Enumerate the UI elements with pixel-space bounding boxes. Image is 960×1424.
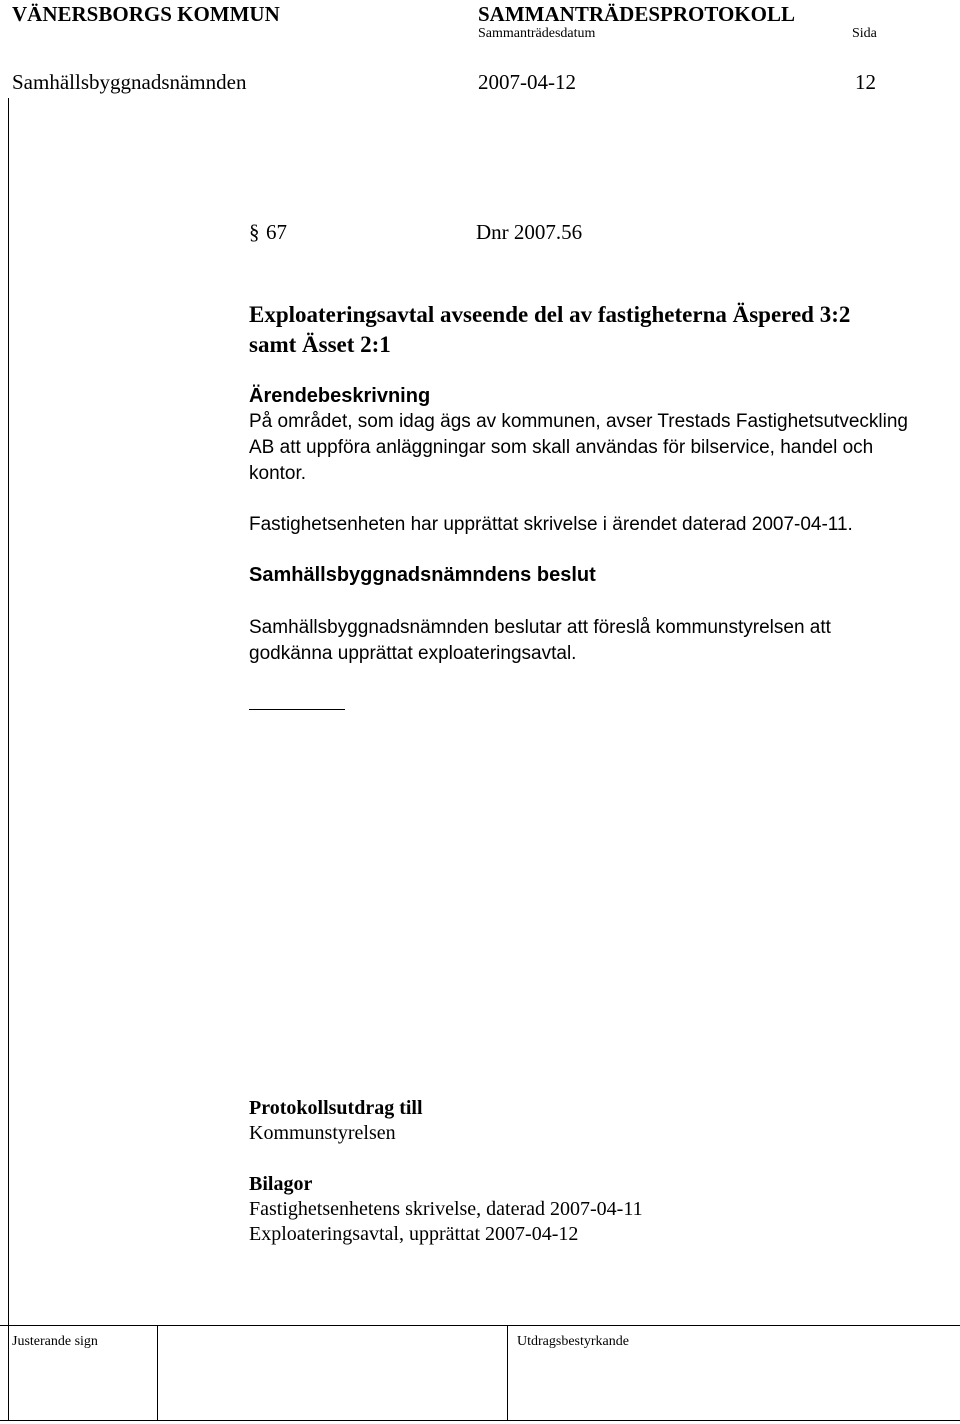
distribution-heading: Protokollsutdrag till [249,1097,423,1119]
attachments-list [249,1197,643,1247]
meeting-date-label: Sammanträdesdatum [478,26,596,41]
case-title [249,300,850,360]
left-margin-rule [8,98,9,1420]
section-end-line [249,709,345,710]
page-number: 12 [855,70,876,94]
text-line: kontor. [249,463,307,484]
text-line: godkänna upprättat exploateringsavtal. [249,643,577,664]
text-line: På området, som idag ägs av kommunen, avser Trestads Fastighetsutveckling [249,411,908,432]
attachment-item: Fastighetsenhetens skrivelse, daterad 2007-04-11 [249,1198,643,1220]
case-title-line: samt Ässet 2:1 [249,332,391,357]
text-line: AB att uppföra anläggningar som skall användas för bilservice, handel och [249,437,874,458]
footer-divider [507,1325,508,1421]
paragraph-number: 67 [266,220,287,244]
meeting-date: 2007-04-12 [478,70,576,94]
decision-text [249,615,831,667]
committee-name: Samhällsbyggnadsnämnden [12,70,247,94]
case-description-paragraph: Fastighetsenheten har upprättat skrivelse i ärendet daterad 2007-04-11. [249,514,853,535]
attachment-item: Exploateringsavtal, upprättat 2007-04-12 [249,1223,579,1245]
adjuster-sign-label: Justerande sign [12,1334,98,1349]
paragraph-sign: § [249,220,260,244]
text-line: Samhällsbyggnadsnämnden beslutar att föreslå kommunstyrelsen att [249,617,831,638]
footer-divider [157,1325,158,1421]
distribution-recipient: Kommunstyrelsen [249,1122,396,1144]
attachments-heading: Bilagor [249,1173,313,1195]
document-type: SAMMANTRÄDESPROTOKOLL [478,2,795,26]
case-description-heading: Ärendebeskrivning [249,385,431,407]
case-description-text [249,409,908,487]
extract-certifies-label: Utdragsbestyrkande [517,1334,629,1349]
decision-heading: Samhällsbyggnadsnämndens beslut [249,564,596,586]
page-label: Sida [852,26,877,41]
footer-top-rule [0,1325,960,1326]
diary-number: Dnr 2007.56 [476,220,583,244]
case-title-line: Exploateringsavtal avseende del av fastigheterna Äspered 3:2 [249,302,851,327]
footer-bottom-rule [0,1420,960,1421]
organization-name: VÄNERSBORGS KOMMUN [12,2,280,26]
